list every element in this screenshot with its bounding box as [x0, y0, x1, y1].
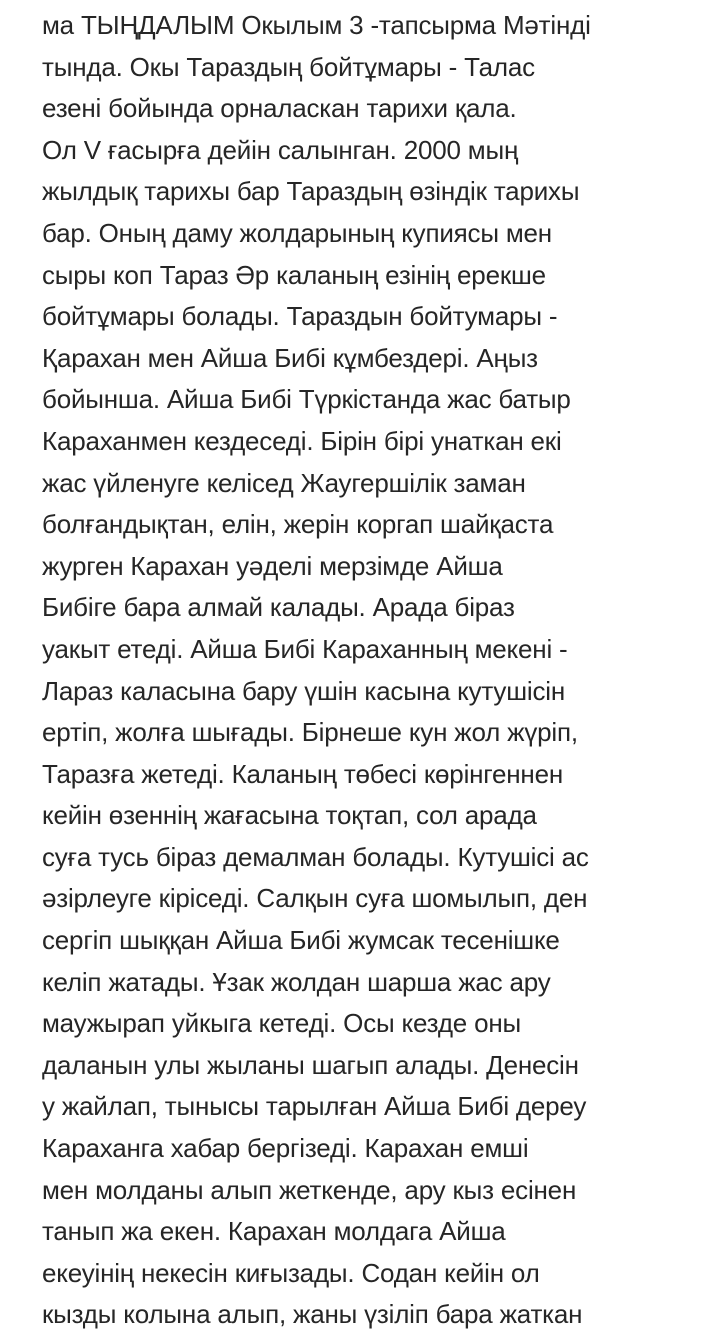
text-line: ертіп, жолға шығады. Бірнеше кун жол жүріп, — [42, 717, 578, 748]
text-line: мен молданы алып жеткенде, ару кыз есінен — [42, 1174, 577, 1205]
document-text — [42, 5, 692, 1336]
text-line: ма ТЫҢДАЛЫМ Окылым 3 -тапсырма Мәтінді — [42, 10, 591, 40]
text-line: журген Карахан уәделі мерзімде Айша — [42, 550, 503, 581]
text-line: тында. Окы Тараздың бойтұмары - Талас — [42, 51, 535, 82]
text-line: сергіп шыққан Айша Бибі жумсак тесенішке — [42, 925, 560, 956]
text-line: уакыт етеді. Айша Бибі Караханның мекені - — [42, 633, 568, 664]
text-line: келіп жатады. Ұзак жолдан шарша жас ару — [42, 966, 551, 997]
text-line: Таразға жетеді. Каланың төбесі көрінгеннен — [42, 758, 564, 789]
text-line: езені бойында орналаскан тарихи қала. — [42, 93, 517, 124]
text-line: Қарахан мен Айша Бибі кұмбездері. Аңыз — [42, 342, 538, 373]
text-line: у жайлап, тынысы тарылған Айша Бибі дереу — [42, 1091, 587, 1122]
text-line: бойтұмары болады. Тараздын бойтумары - — [42, 301, 558, 332]
text-line: бойынша. Айша Бибі Түркістанда жас батыр — [42, 384, 571, 415]
text-line: суға тусь біраз демалман болады. Кутушісі ас — [42, 841, 589, 872]
text-line: әзірлеуге кіріседі. Салқын суға шомылып, ден — [42, 883, 588, 914]
text-line: сыры коп Тараз Әр каланың езінің ерекше — [42, 259, 546, 290]
text-line: Караханга хабар бергізеді. Карахан емші — [42, 1133, 529, 1164]
text-line: маужырап уйкыга кетеді. Осы кезде оны — [42, 1008, 521, 1039]
text-line: кызды колына алып, жаны үзіліп бара жаткан — [42, 1299, 583, 1330]
text-line: Бибіге бара алмай калады. Арада біраз — [42, 592, 515, 623]
text-line: бар. Оның даму жолдарының купиясы мен — [42, 217, 552, 248]
text-line: Ол V ғасырға дейін салынган. 2000 мың — [42, 134, 519, 165]
text-line: танып жа екен. Карахан молдага Айша — [42, 1216, 506, 1247]
text-line: Лараз каласына бару үшін касына кутушісін — [42, 675, 565, 706]
text-line: кейін өзеннің жағасына тоқтап, сол арада — [42, 800, 537, 831]
text-line: болғандықтан, елін, жерін коргап шайқаста — [42, 509, 554, 540]
text-line: жас үйленуге келісед Жаугершілік заман — [42, 467, 526, 498]
text-line: даланын улы жыланы шагып алады. Денесін — [42, 1049, 579, 1080]
text-line: Караханмен кездеседі. Бірін бірі унаткан екі — [42, 425, 562, 456]
text-line: жылдық тарихы бар Тараздың өзіндік тарихы — [42, 176, 580, 207]
text-line: екеуінің некесін киғызады. Содан кейін ол — [42, 1257, 540, 1288]
